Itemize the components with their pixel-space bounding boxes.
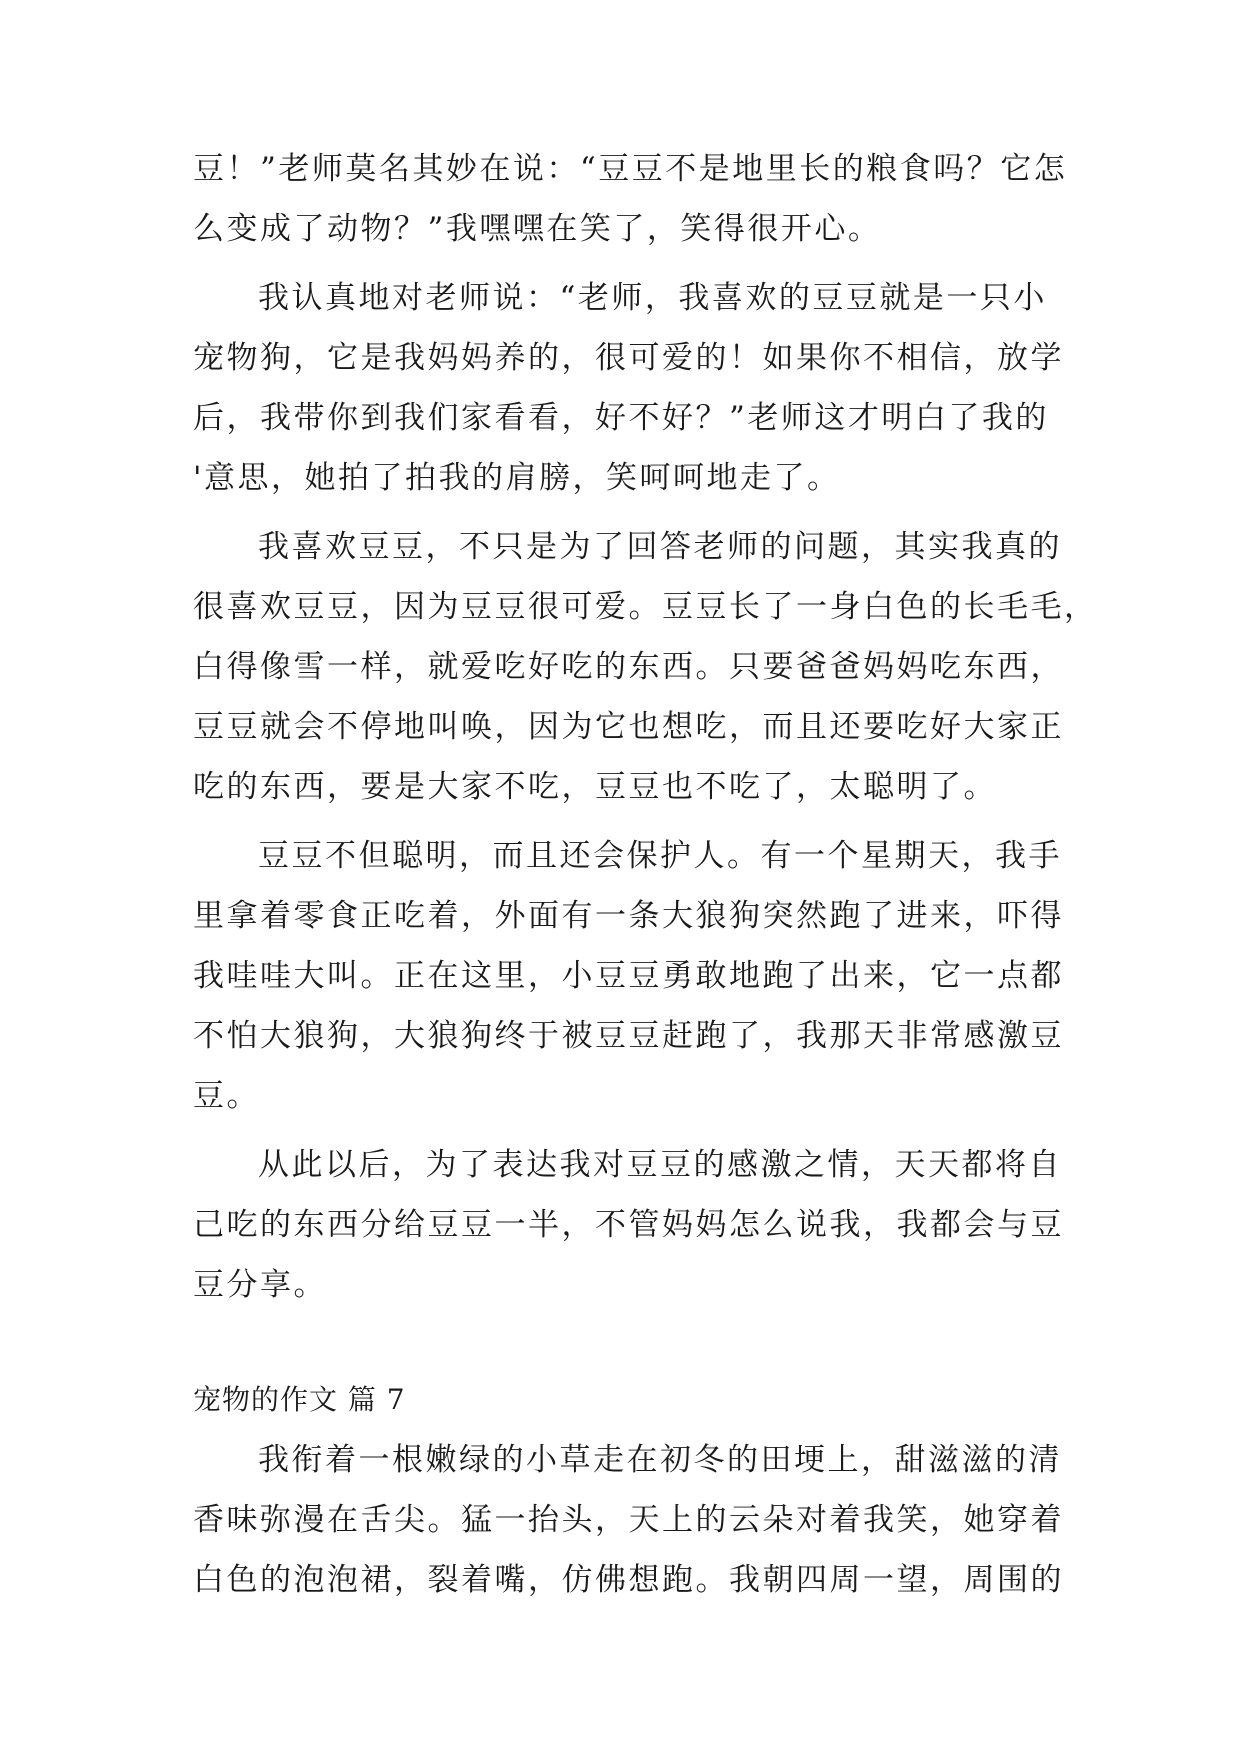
- text-line: 豆豆就会不停地叫唤，因为它也想吃，而且还要吃好大家正: [193, 709, 1064, 745]
- text-line: 后，我带你到我们家看看，好不好？”老师这才明白了我的: [193, 400, 1049, 436]
- text-line: 香味弥漫在舌尖。猛一抬头，天上的云朵对着我笑，她穿着: [193, 1502, 1064, 1538]
- text-line: 从此以后，为了表达我对豆豆的感激之情，天天都将自: [258, 1147, 1062, 1183]
- text-line: '意思，她拍了拍我的肩膀，笑呵呵地走了。: [193, 460, 841, 496]
- text-line: 我喜欢豆豆，不只是为了回答老师的问题，其实我真的: [258, 529, 1062, 565]
- text-line: 我衔着一根嫩绿的小草走在初冬的田埂上，甜滋滋的清: [258, 1442, 1062, 1478]
- section-title: 宠物的作文 篇 7: [193, 1383, 406, 1416]
- text-line: 我认真地对老师说：“老师，我喜欢的豆豆就是一只小: [258, 280, 1047, 316]
- text-line: 么变成了动物？”我嘿嘿在笑了，笑得很开心。: [193, 211, 882, 247]
- text-line: 吃的东西，要是大家不吃，豆豆也不吃了，太聪明了。: [193, 769, 997, 805]
- text-line: 豆分享。: [193, 1267, 327, 1303]
- text-line: 白色的泡泡裙，裂着嘴，仿佛想跑。我朝四周一望，周围的: [193, 1562, 1064, 1598]
- text-line: 不怕大狼狗，大狼狗终于被豆豆赶跑了，我那天非常感激豆: [193, 1018, 1064, 1054]
- text-line: 很喜欢豆豆，因为豆豆很可爱。豆豆长了一身白色的长毛毛，: [193, 589, 1098, 625]
- text-line: 宠物狗，它是我妈妈养的，很可爱的！如果你不相信，放学: [193, 340, 1064, 376]
- text-line: 白得像雪一样，就爱吃好吃的东西。只要爸爸妈妈吃东西，: [193, 649, 1064, 685]
- text-line: 里拿着零食正吃着，外面有一条大狼狗突然跑了进来，吓得: [193, 898, 1064, 934]
- text-line: 我哇哇大叫。正在这里，小豆豆勇敢地跑了出来，它一点都: [193, 958, 1064, 994]
- text-line: 豆！”老师莫名其妙在说：“豆豆不是地里长的粮食吗？它怎: [193, 151, 1068, 187]
- text-line: 豆豆不但聪明，而且还会保护人。有一个星期天，我手: [258, 838, 1062, 874]
- text-line: 豆。: [193, 1078, 260, 1114]
- text-line: 己吃的东西分给豆豆一半，不管妈妈怎么说我，我都会与豆: [193, 1207, 1064, 1243]
